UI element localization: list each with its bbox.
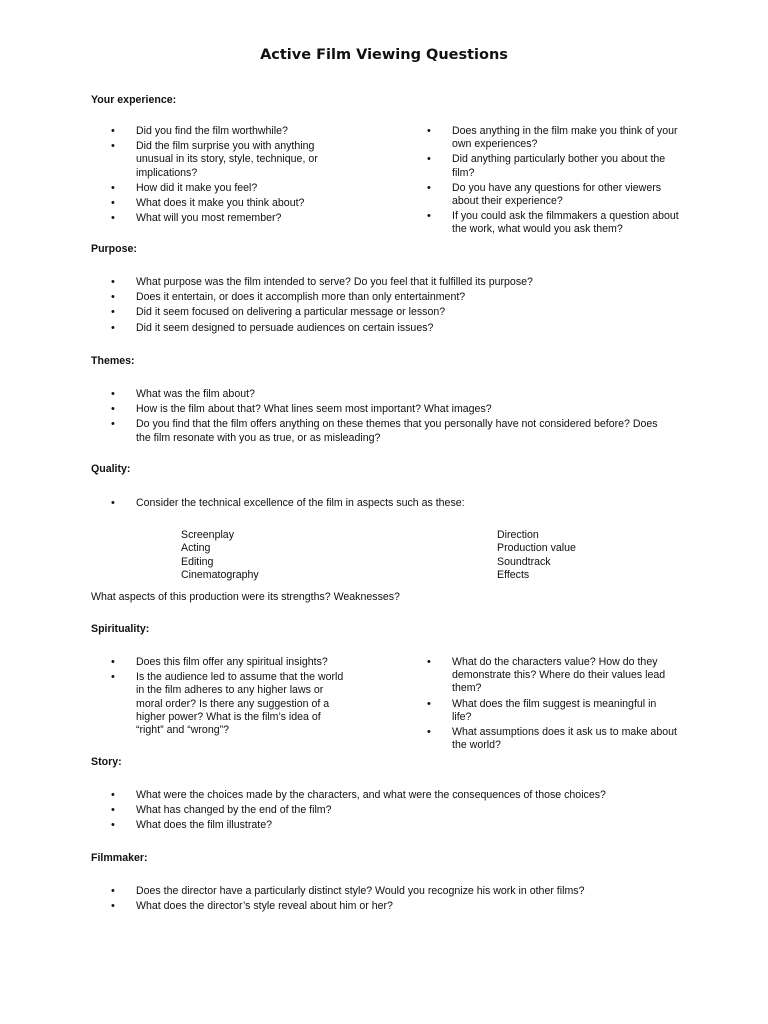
aspect-label: Editing — [181, 555, 214, 568]
list-item: • What do the characters value? How do they demonstrate this? Where do their values lead them? — [427, 656, 677, 696]
section-heading-story: Story: — [91, 756, 122, 768]
aspect-label: Production value — [497, 542, 576, 555]
section-heading-quality: Quality: — [91, 463, 131, 475]
list-item: • What does the director’s style reveal about him or her? — [111, 900, 701, 913]
list-item: • What will you most remember? — [111, 212, 341, 225]
aspect-label: Cinematography — [181, 568, 259, 581]
quality-aspects-right — [497, 529, 576, 582]
quality-question: What aspects of this production were its strengths? Weaknesses? — [91, 591, 400, 603]
page-title: Active Film Viewing Questions — [260, 47, 508, 63]
list-item: • What purpose was the film intended to serve? Do you feel that it fulfilled its purpose? — [111, 276, 701, 289]
list-item: • Did anything particularly bother you about the film? — [427, 153, 683, 179]
list-item: • Did it seem designed to persuade audiences on certain issues? — [111, 322, 701, 335]
list-item: • Do you have any questions for other viewers about their experience? — [427, 182, 683, 208]
list-item: • Does it entertain, or does it accomplish more than only entertainment? — [111, 291, 701, 304]
list-item: • How did it make you feel? — [111, 182, 341, 195]
list-item: • Does the director have a particularly distinct style? Would you recognize his work in other films? — [111, 885, 701, 898]
section-heading-filmmaker: Filmmaker: — [91, 852, 148, 864]
story-list — [111, 789, 701, 835]
list-item: • Does anything in the film make you think of your own experiences? — [427, 125, 683, 151]
filmmaker-list — [111, 885, 701, 915]
list-item: • Does this film offer any spiritual insights? — [111, 656, 349, 669]
experience-left-list — [111, 125, 341, 227]
quality-aspects-left — [181, 529, 259, 582]
aspect-label: Acting — [181, 542, 211, 555]
section-heading-purpose: Purpose: — [91, 243, 137, 255]
themes-list — [111, 388, 671, 447]
list-item: • What does the film illustrate? — [111, 819, 701, 832]
section-heading-themes: Themes: — [91, 355, 135, 367]
section-heading-spirituality: Spirituality: — [91, 623, 150, 635]
aspect-label: Soundtrack — [497, 555, 551, 568]
section-heading-experience: Your experience: — [91, 94, 177, 106]
list-item: • What was the film about? — [111, 388, 671, 401]
aspect-label: Effects — [497, 568, 530, 581]
list-item: • Did it seem focused on delivering a particular message or lesson? — [111, 306, 701, 319]
quality-list — [111, 497, 701, 512]
list-item: • Is the audience led to assume that the world in the film adheres to any higher laws or moral order? Is there any suggestion of a higher power? What is the film’s idea of “right” and “wrong”? — [111, 671, 349, 737]
experience-right-list — [427, 125, 683, 239]
list-item: • What assumptions does it ask us to make about the world? — [427, 726, 677, 752]
aspect-label: Screenplay — [181, 529, 234, 541]
list-item: • If you could ask the filmmakers a question about the work, what would you ask them? — [427, 210, 683, 236]
list-item: • Do you find that the film offers anything on these themes that you personally have not considered before? Does the film resonate with you as true, or as misleading? — [111, 418, 671, 444]
list-item: • Consider the technical excellence of the film in aspects such as these: — [111, 497, 701, 510]
list-item: • What has changed by the end of the film? — [111, 804, 701, 817]
purpose-list — [111, 276, 701, 337]
list-item: • What does it make you think about? — [111, 197, 341, 210]
list-item: • What were the choices made by the characters, and what were the consequences of those choices? — [111, 789, 701, 802]
spirituality-right-list — [427, 656, 677, 754]
list-item: • Did the film surprise you with anything unusual in its story, style, technique, or implications? — [111, 140, 341, 180]
aspect-label: Direction — [497, 529, 539, 541]
list-item: • Did you find the film worthwhile? — [111, 125, 341, 138]
list-item: • What does the film suggest is meaningful in life? — [427, 698, 677, 724]
spirituality-left-list — [111, 656, 349, 739]
list-item: • How is the film about that? What lines seem most important? What images? — [111, 403, 671, 416]
